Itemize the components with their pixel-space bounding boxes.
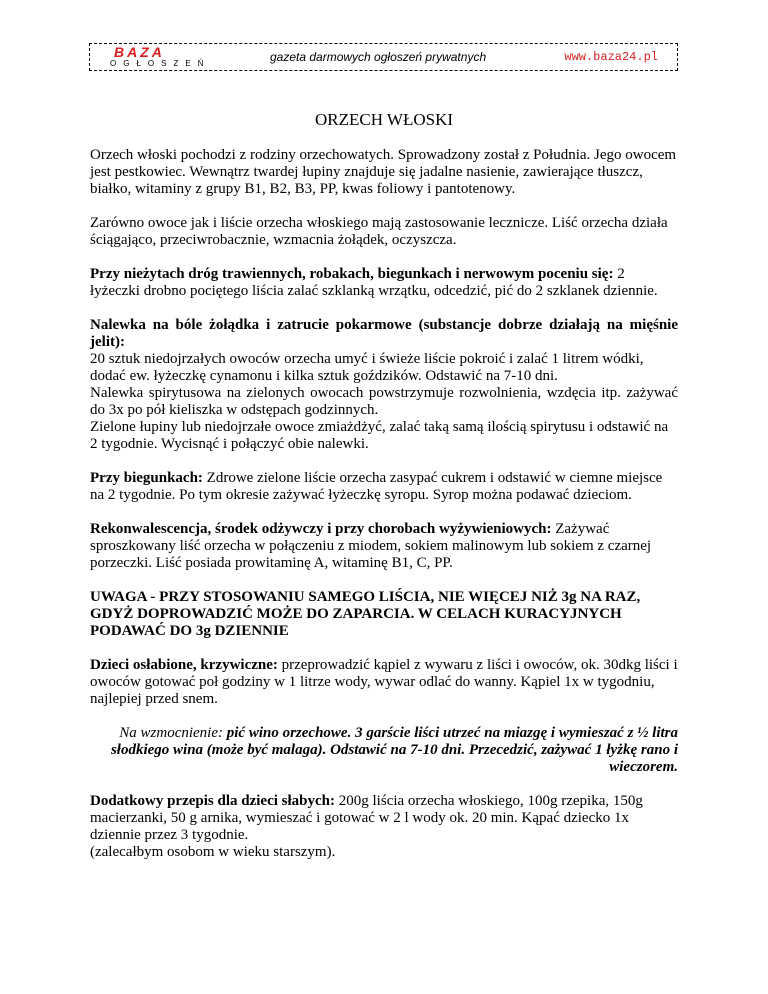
- baza-logo[interactable]: [110, 46, 220, 70]
- paragraph-extra-recipe: [90, 793, 678, 861]
- heading-convalescence: Rekonwalescencja, środek odżywczy i przy chorobach wyżywieniowych:: [90, 521, 552, 537]
- heading-digestive: Przy nieżytach dróg trawiennych, robakach, biegunkach i nerwowym poceniu się:: [90, 266, 614, 282]
- tincture-line-1: 20 sztuk niedojrzałych owoców orzecha umyć i świeże liście pokroić i zalać 1 litrem wódki, dodać ew. łyżeczkę cynamonu i kilka sztuk goździków. Odstawić na 7-10 dni.: [90, 351, 644, 384]
- text-children-bath: przeprowadzić kąpiel z wywaru z liści i owoców, ok. 30dkg liści i owoców gotować poł godziny w 1 litrze wody, wywar odlać do wanny. Kąpiel 1x w tygodniu, najlepiej przed snem.: [90, 657, 678, 707]
- heading-diarrhea: Przy biegunkach:: [90, 470, 203, 486]
- website-link[interactable]: www.baza24.pl: [564, 50, 658, 64]
- heading-children-bath: Dzieci osłabione, krzywiczne:: [90, 657, 278, 673]
- header-tagline: gazeta darmowych ogłoszeń prywatnych: [270, 50, 487, 64]
- tincture-line-2: Nalewka spirytusowa na zielonych owocach powstrzymuje rozwolnienia, wzdęcia itp. zażywać do 3x po pół kieliszka w odstępach godzinnych.: [90, 385, 678, 418]
- note-extra-recipe: (zalecałbym osobom w wieku starszym).: [90, 844, 336, 860]
- text-digestive: 2 łyżeczki drobno pociętego liścia zalać szklanką wrzątku, odcedzić, pić do 2 szklanek dziennie.: [90, 266, 658, 299]
- article-body: [90, 147, 678, 878]
- paragraph-wine-recipe: [90, 725, 678, 776]
- recipe-lead: Na wzmocnienie:: [119, 725, 227, 741]
- text-convalescence: Zażywać sproszkowany liść orzecha w połączeniu z miodem, sokiem malinowym lub sokiem z czarnej porzeczki. Liść posiada prowitaminę A, witaminę B1, C, PP.: [90, 521, 652, 571]
- warning-text: UWAGA - PRZY STOSOWANIU SAMEGO LIŚCIA, NIE WIĘCEJ NIŻ 3g NA RAZ, GDYŻ DOPROWADZIĆ MOŻE DO ZAPARCIA. W CELACH KURACYJNYCH PODAWAĆ DO 3g DZIENNIE: [90, 589, 641, 639]
- tincture-line-3: Zielone łupiny lub niedojrzałe owoce zmiażdżyć, zalać taką samą ilością spirytusu i odstawić na 2 tygodnie. Wycisnąć i połączyć obie nalewki.: [90, 419, 669, 452]
- paragraph-medicinal-use: Zarówno owoce jak i liście orzecha włoskiego mają zastosowanie lecznicze. Liść orzecha działa ściągająco, przeciwrobacznie, wzmacnia żołądek, oczyszcza.: [90, 215, 668, 248]
- paragraph-diarrhea: [90, 470, 678, 504]
- recipe-text: pić wino orzechowe. 3 garście liści utrzeć na miazgę i wymieszać z ½ litra słodkiego wina (może być malaga). Odstawić na 7-10 dni. Przecedzić, zażywać 1 łyżkę rano i wieczorem.: [110, 725, 678, 775]
- paragraph-children-bath: [90, 657, 678, 708]
- text-diarrhea: Zdrowe zielone liście orzecha zasypać cukrem i odstawić w ciemne miejsce na 2 tygodnie. Po tym okresie zażywać łyżeczkę syropu. Syrop można podawać dzieciom.: [90, 470, 663, 503]
- heading-extra-recipe: Dodatkowy przepis dla dzieci słabych:: [90, 793, 336, 809]
- paragraph-convalescence: [90, 521, 678, 572]
- page-header: [89, 43, 678, 71]
- paragraph-intro: Orzech włoski pochodzi z rodziny orzechowatych. Sprowadzony został z Południa. Jego owocem jest pestkowiec. Wewnątrz twardej łupiny znajduje się jadalne nasienie, zawierające tłuszcz, białko, witaminy z grupy B1, B2, B3, PP, kwas foliowy i pantotenowy.: [90, 147, 677, 197]
- paragraph-digestive: [90, 266, 678, 300]
- page-title: ORZECH WŁOSKI: [314, 110, 454, 129]
- logo-subtext: OGŁOSZEŃ: [110, 59, 211, 68]
- heading-tincture: Nalewka na bóle żołądka i zatrucie pokarmowe (substancje dobrze działają na mięśnie jelit):: [90, 317, 678, 350]
- text-extra-recipe: 200g liścia orzecha włoskiego, 100g rzepika, 150g macierzanki, 50 g arnika, wymieszać i gotować w 2 l wody ok. 20 min. Kąpać dziecko 1x dziennie przez 3 tygodnie.: [90, 793, 643, 843]
- paragraph-tincture: [90, 317, 678, 453]
- logo-text: BAZA: [114, 44, 165, 60]
